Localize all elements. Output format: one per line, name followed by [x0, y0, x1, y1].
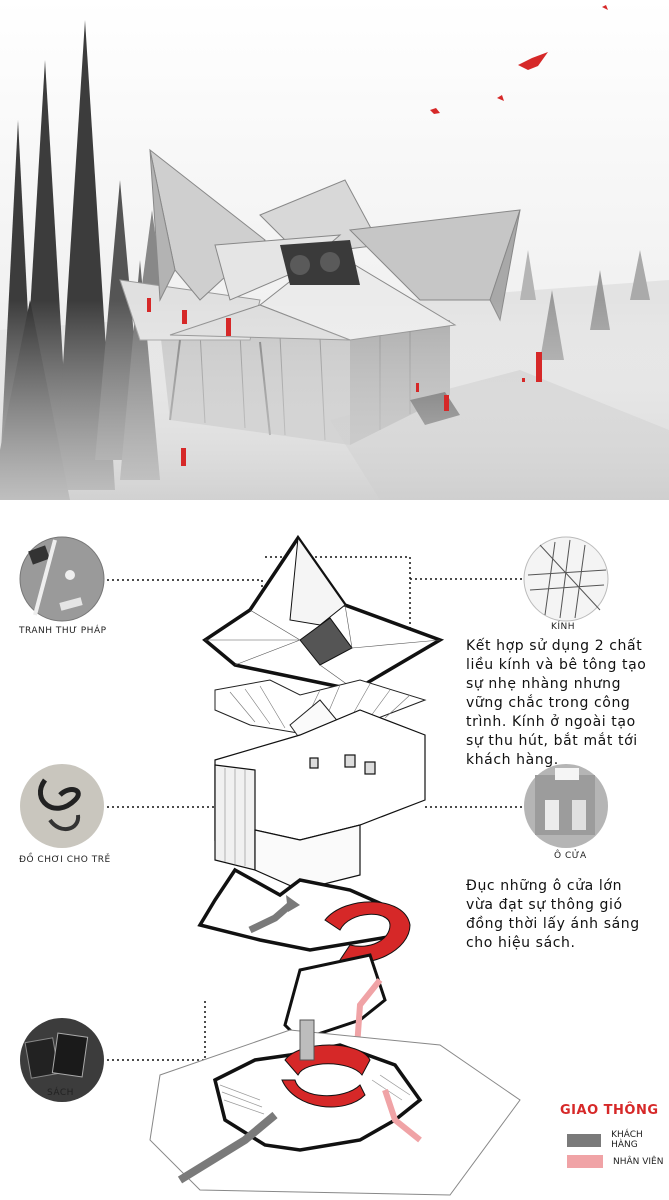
legend-item-staff [567, 1155, 663, 1168]
label-calligraphy: TRANH THƯ PHÁP [19, 626, 107, 636]
legend-title: GIAO THÔNG [560, 1103, 659, 1118]
glass-desc-line: vững chắc trong công [466, 695, 631, 711]
glass-description [466, 637, 646, 770]
thumbnail-calligraphy [20, 537, 104, 621]
glass-desc-line: Kết hợp sử dụng 2 chất [466, 638, 643, 654]
window-desc-line: cho hiệu sách. [466, 935, 576, 951]
thumbnail-toys [20, 764, 104, 848]
glass-desc-line: sự nhẹ nhàng nhưng [466, 676, 622, 692]
window-desc-line: vừa đạt sự thông gió [466, 897, 623, 913]
window-desc-line: Đục những ô cửa lớn [466, 878, 623, 894]
legend-swatch-staff [567, 1155, 603, 1168]
label-glass: KÍNH [551, 622, 576, 632]
thumbnail-glass [524, 537, 608, 621]
upper-floor-plate [200, 870, 410, 963]
exploded-axonometric-diagram [0, 500, 669, 1200]
legend-label-customers: KHÁCH HÀNG [611, 1130, 643, 1150]
label-books: SÁCH [47, 1088, 74, 1098]
label-window: Ô CỬA [554, 851, 587, 861]
window-description [466, 877, 640, 953]
legend-label-staff: NHÂN VIÊN [613, 1156, 664, 1167]
glass-desc-line: liều kính và bê tông tạo [466, 657, 647, 673]
legend-item-customers [567, 1130, 669, 1150]
glass-desc-line: trình. Kính ở ngoài tạo [466, 714, 636, 730]
roof-top-layer [205, 538, 440, 690]
glass-desc-line: sự thu hút, bắt mắt tới [466, 733, 638, 749]
thumbnail-window [524, 764, 608, 848]
label-toys: ĐỒ CHƠI CHO TRẺ [19, 855, 111, 865]
glass-walls-layer [215, 710, 425, 890]
legend-swatch-customers [567, 1134, 601, 1147]
window-desc-line: đồng thời lấy ánh sáng [466, 916, 640, 932]
building-rendering [0, 0, 669, 500]
glass-desc-line: khách hàng. [466, 752, 559, 768]
